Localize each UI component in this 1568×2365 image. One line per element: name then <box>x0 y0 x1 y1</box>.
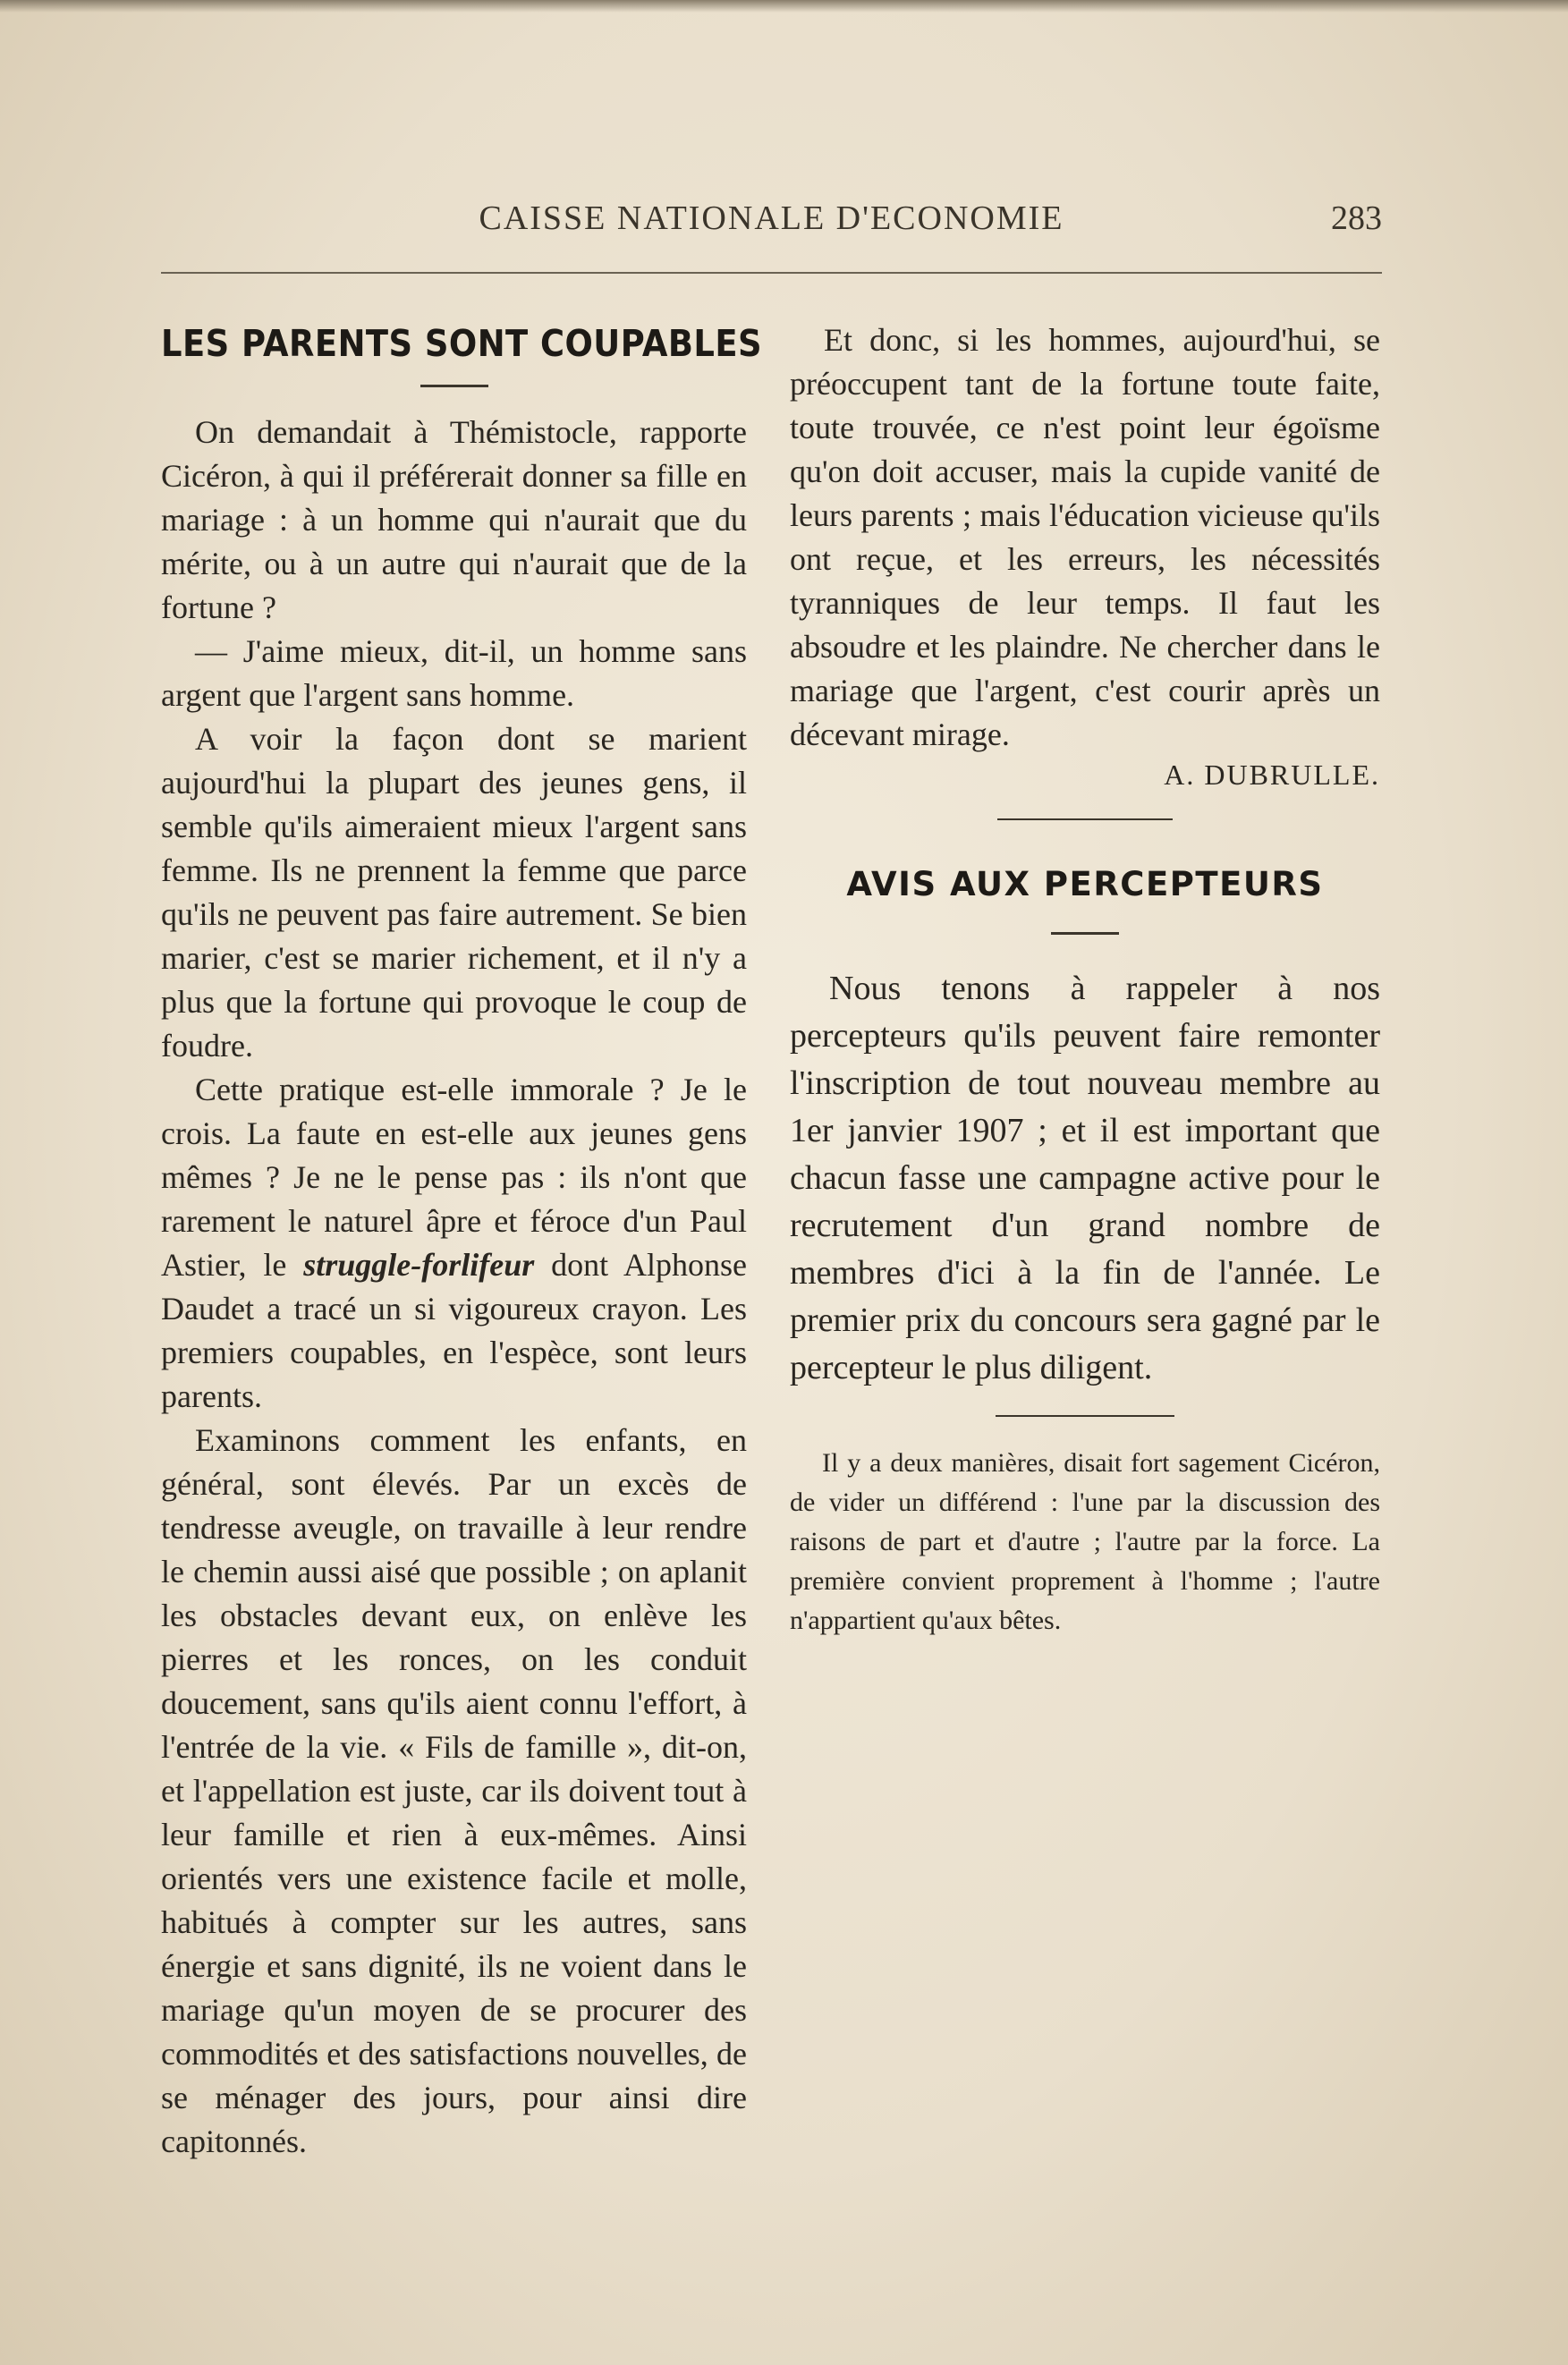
article-paragraph-6: Et donc, si les hommes, aujourd'hui, se préoccupent tant de la fortune toute faite, toute trouvée, ce n'est point leur égoïsme qu'on doit accuser, mais la cupide vanité de leurs parents ; mais l'éducation vicieuse qu'ils ont reçue, et les erreurs, les nécessités tyranniques de leur temps. Il faut les absoudre et les plaindre. Ne chercher dans le mariage que l'argent, c'est courir après un décevant mirage. <box>790 322 1380 752</box>
running-title: CAISSE NATIONALE D'ECONOMIE <box>479 199 1064 237</box>
article-signature: A. DUBRULLE. <box>1164 759 1380 791</box>
notice-title: AVIS AUX PERCEPTEURS <box>846 865 1324 903</box>
footnote-paragraph: Il y a deux manières, disait fort sagement Cicéron, de vider un différend : l'une par la discussion des raisons de part et d'autre ; l'autre par la force. La première convient proprement à l'homme ; l'autre n'appartient qu'aux bêtes. <box>790 1448 1380 1635</box>
right-column <box>790 318 1380 1640</box>
paragraph-4-text-before: Cette pratique est-elle immorale ? Je le crois. La faute en est-elle aux jeunes gens mêmes ? Je ne le pense pas : ils n'ont que rarement le naturel âpre et féroce d'un Paul Astier, le <box>161 1072 747 1283</box>
article-paragraph-1: On demandait à Thémistocle, rapporte Cicéron, à qui il préférerait donner sa fille en mariage : à un homme qui n'aurait que du mérite, ou à un autre qui n'aurait que de la fortune ? <box>161 414 747 625</box>
page-top-edge <box>0 0 1568 13</box>
notice-paragraph: Nous tenons à rappeler à nos percepteurs qu'ils peuvent faire remonter l'inscription de tout nouveau membre au 1er janvier 1907 ; et il est important que chacun fasse une campagne active pour le recrutement d'un grand nombre de membres d'ici à la fin de l'année. Le premier prix du concours sera gagné par le percepteur le plus diligent. <box>790 970 1380 1386</box>
left-column <box>161 322 763 2164</box>
notice-title-rule <box>1051 932 1119 935</box>
footnote-divider <box>996 1415 1174 1417</box>
article-paragraph-3: A voir la façon dont se marient aujourd'hui la plupart des jeunes gens, il semble qu'ils aimeraient mieux l'argent sans femme. Ils ne prennent la femme que parce qu'ils ne peuvent pas faire autrement. Se bien marier, c'est se marier richement, et il n'y a plus que la fortune qui provoque le coup de foudre. <box>161 721 747 1064</box>
article-paragraph-4 <box>161 1068 747 1419</box>
header-rule <box>161 272 1382 274</box>
article-paragraph-2: — J'aime mieux, dit-il, un homme sans argent que l'argent sans homme. <box>161 633 747 713</box>
running-header <box>161 199 1382 243</box>
title-rule <box>420 385 488 387</box>
page-number: 283 <box>1331 199 1382 237</box>
section-divider <box>997 818 1173 820</box>
article-paragraph-5: Examinons comment les enfants, en général, sont élevés. Par un excès de tendresse aveugle, on travaille à leur rendre le chemin aussi aisé que possible ; on aplanit les obstacles devant eux, on enlève les pierres et les ronces, on les conduit doucement, sans qu'ils aient connu l'effort, à l'entrée de la vie. « Fils de famille », dit-on, et l'appellation est juste, car ils doivent tout à leur famille et rien à eux-mêmes. Ainsi orientés vers une existence facile et molle, habitués à compter sur les autres, sans énergie et sans dignité, ils ne voient dans le mariage qu'un moyen de se procurer des commodités et des satisfactions nouvelles, de se ménager des jours, pour ainsi dire capitonnés. <box>161 1422 747 2159</box>
article-title: LES PARENTS SONT COUPABLES <box>161 322 763 365</box>
italic-term: struggle-forlifeur <box>303 1247 535 1283</box>
paragraph-4-text-after: dont Alphonse Daudet a tracé un si vigoureux crayon. Les premiers coupables, en l'espèce, sont leurs parents. <box>161 1247 747 1414</box>
